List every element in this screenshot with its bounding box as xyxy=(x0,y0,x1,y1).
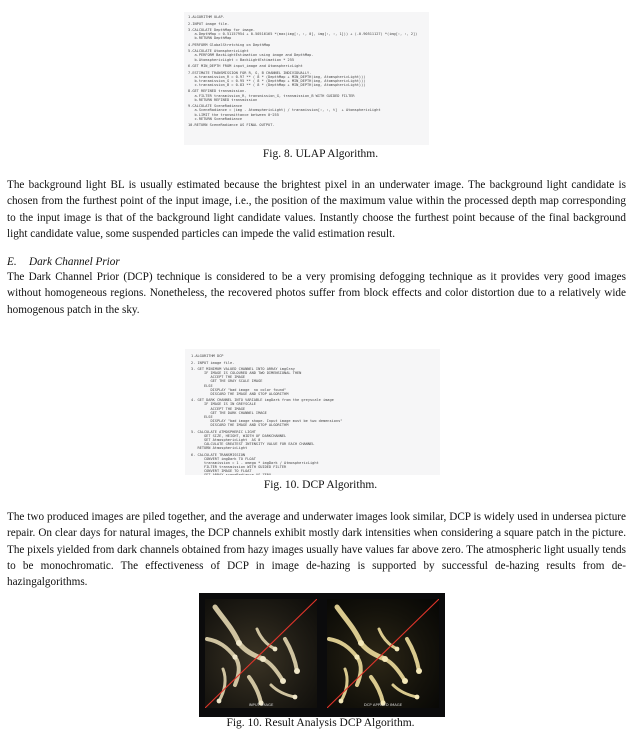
ulap-listing-line: 6.GET MIN_DEPTH FROM input_image and AtomsphericLight xyxy=(188,64,303,69)
dcp-listing-line: 3. GET MINIMUM VALUED CHANNEL INTO ARRAY imgGray xyxy=(191,367,295,372)
dcp-listing-line: RETURN AtmosphericLight xyxy=(191,446,248,451)
dcp-listing-line: DISCARD THE IMAGE AND STOP ALGORITHM xyxy=(191,423,289,428)
dcp-listing-line: ACCEPT THE IMAGE xyxy=(191,406,246,411)
coral-dcp-illustration xyxy=(327,599,439,708)
ulap-listing-line: 10.RETURN SceneRadiance AS FINAL OUTPUT. xyxy=(188,123,275,128)
dcp-listing-line: 2. INPUT image file. xyxy=(191,360,235,365)
dcp-applied-label: DCP APPLIED IMAGE xyxy=(363,702,403,707)
dcp-listing-line: 6. CALCULATE TRANSMISSION xyxy=(191,452,246,457)
input-image-panel xyxy=(205,599,317,708)
ulap-listing-line: 7.ESTIMATE TRANSMISSION FOR R, G, B CHANNEL INDIVIDUALLY. xyxy=(188,70,312,75)
dcp-listing-line: ELSE xyxy=(191,383,213,388)
dcp-listing-line: DISPLAY "bad image shape. Input image must be two demensions" xyxy=(191,418,343,423)
ulap-listing-line: b.transmission_G = 0.95 ** ( 8 * (DepthMap + MIN_DEPTH(img, AtomsphericLight))) xyxy=(188,78,366,83)
section-heading xyxy=(7,256,120,268)
ulap-listing-line: 3.CALCULATE DepthMap for image. xyxy=(188,28,256,33)
dcp-listing-line: DISPLAY "bad image no color found" xyxy=(191,387,287,392)
ulap-listing-line: 9.CALCULATE SceneRadiance xyxy=(188,104,243,109)
ulap-listing-line: b.AtomsphericLight = BackLightEstimation * 255 xyxy=(188,57,295,62)
dcp-algorithm-listing xyxy=(185,349,440,475)
input-image-label: INPUT IMAGE xyxy=(248,702,274,707)
ulap-listing-line: b.RETURN DepthMap xyxy=(188,36,232,41)
paragraph-dcp-results: The two produced images are piled together, and the average and underwater images look similar, DCP is widely used in undersea picture repair. On clear days for natural images, the DCP channels exhibit mostly dark intensities when considering a square patch in the picture. The pixels yielded from dark channels obtained from hazy images usually have values far above zero. The atmospheric light usually tends to be monochromatic. The effectiveness of DCP in image de-hazing is supported by successful de-hazing results from de-hazingalgorithms. xyxy=(7,511,626,589)
dcp-listing-line: 4. GET DARK CHANNEL INTO VARIABLE imgDark from the greyscale image xyxy=(191,398,334,403)
ulap-listing-line: c.transmission_B = 0.83 ** ( 8 * (DepthMap + MIN_DEPTH(img, AtomsphericLight))) xyxy=(188,82,366,87)
section-number: E. xyxy=(7,256,17,268)
dcp-listing-line: CALCULATE GREATEST INTENSITY VALUE FOR EACH CHANNEL xyxy=(191,441,315,446)
dcp-applied-panel xyxy=(327,599,439,708)
ulap-listing-line: a.transmission_R = 0.97 ** ( 8 * (DepthMap + MIN_DEPTH(img, AtomsphericLight))) xyxy=(188,74,366,79)
ulap-listing-line: a.PERFORM BackLightEstimation using image and DepthMap. xyxy=(188,53,314,58)
dcp-listing-line xyxy=(191,473,434,475)
dcp-listing-line: DISCARD THE IMAGE AND STOP ALGORITHM xyxy=(191,391,289,396)
dcp-listing-line: 5. CALCULATE ATMOSPHERIC LIGHT xyxy=(191,429,256,434)
ulap-listing-line: 5.CALCULATE AtomsphericLight xyxy=(188,49,249,54)
dcp-listing-line: transmission = 1 - omega * imgDark / AtmosphericLight xyxy=(191,460,319,465)
ulap-listing-line: 4.PERFORM GlobalStretching on DepthMap xyxy=(188,42,271,47)
dcp-listing-line: ELSE xyxy=(191,414,213,419)
figure-8-caption: Fig. 8. ULAP Algorithm. xyxy=(262,148,379,160)
dcp-result-image xyxy=(199,593,445,717)
dcp-listing-line: GET THE GRAY SCALE IMAGE xyxy=(191,379,263,384)
dcp-listing-line: 1.ALGORITHM DCP xyxy=(191,354,224,358)
dcp-listing-line: IF IMAGE IS COLOURED AND TWO DIMENSIONAL THEN xyxy=(191,371,302,376)
dcp-listing-line: GET SIZE, HEIGHT, WIDTH OF DARKCHANNEL xyxy=(191,433,287,438)
dcp-listing-line: CONVERT IMAGE TO FLOAT xyxy=(191,469,252,474)
ulap-listing-line: a.SceneRadiance = (img - AtomsphericLight) / transmission[:, :, t] + AtomsphericLight xyxy=(188,108,381,113)
figure-10-caption: Fig. 10. DCP Algorithm. xyxy=(263,479,378,491)
dcp-listing-line: ACCEPT THE IMAGE xyxy=(191,375,246,380)
paragraph-background-light: The background light BL is usually estimated because the brightest pixel in an underwater image. The background light candidate is chosen from the furthest point of the input image, i.e., the position of the maximum value within the processed depth map corresponding to the input image is that of the background light candidate values. Instantly choose the furthest point because of the final background light candidate value, some suspended particles can impede the valid estimation result. xyxy=(7,179,626,240)
ulap-listing-line: b.LIMIT the transmittance between 0~255 xyxy=(188,112,279,117)
ulap-listing-line: b.RETURN REFINED transmission xyxy=(188,97,258,102)
coral-input-illustration xyxy=(205,599,317,708)
ulap-listing-line: a.DepthMap = 0.51157954 + 0.50516165 *(max(img[:, :, 0], img[:, :, 1])) + (-0.90511127) *(img[:, :, 2]) xyxy=(188,32,418,37)
result-analysis-caption: Fig. 10. Result Analysis DCP Algorithm. xyxy=(226,717,415,729)
ulap-listing-line: 8.GET REFINED transmission. xyxy=(188,89,247,94)
ulap-listing-line: 2.INPUT image file. xyxy=(188,21,230,26)
dcp-listing-line: FILTER transmission WITH GUIDED FILTER xyxy=(191,464,287,469)
ulap-listing-line: a.FILTER transmission_R, transmission_G, transmission_B WITH GUIDED FILTER xyxy=(188,93,355,98)
dcp-listing-line: IF IMAGE IS IN GREYSCALE xyxy=(191,402,256,407)
paragraph-dcp-intro: The Dark Channel Prior (DCP) technique is considered to be a very promising defogging technique as it provides very good images without homogeneous regions. Nonetheless, the recovered photos suffer from block effects and color distortion due to a relatively wide homogenous patch in the sky. xyxy=(7,271,626,316)
ulap-algorithm-listing xyxy=(184,12,429,145)
dcp-listing-line: GET THE DARK CHANNEL IMAGE xyxy=(191,410,267,415)
section-title: Dark Channel Prior xyxy=(29,256,120,268)
ulap-listing-line: c.RETURN SceneRadiance xyxy=(188,116,243,121)
dcp-listing-line: SET AtmosphericLight AS 0 xyxy=(191,437,261,442)
dcp-listing-line: CONVERT imgDark TO FLOAT xyxy=(191,456,256,461)
ulap-listing-line: 1.ALGORITHM ULAP. xyxy=(188,15,225,19)
